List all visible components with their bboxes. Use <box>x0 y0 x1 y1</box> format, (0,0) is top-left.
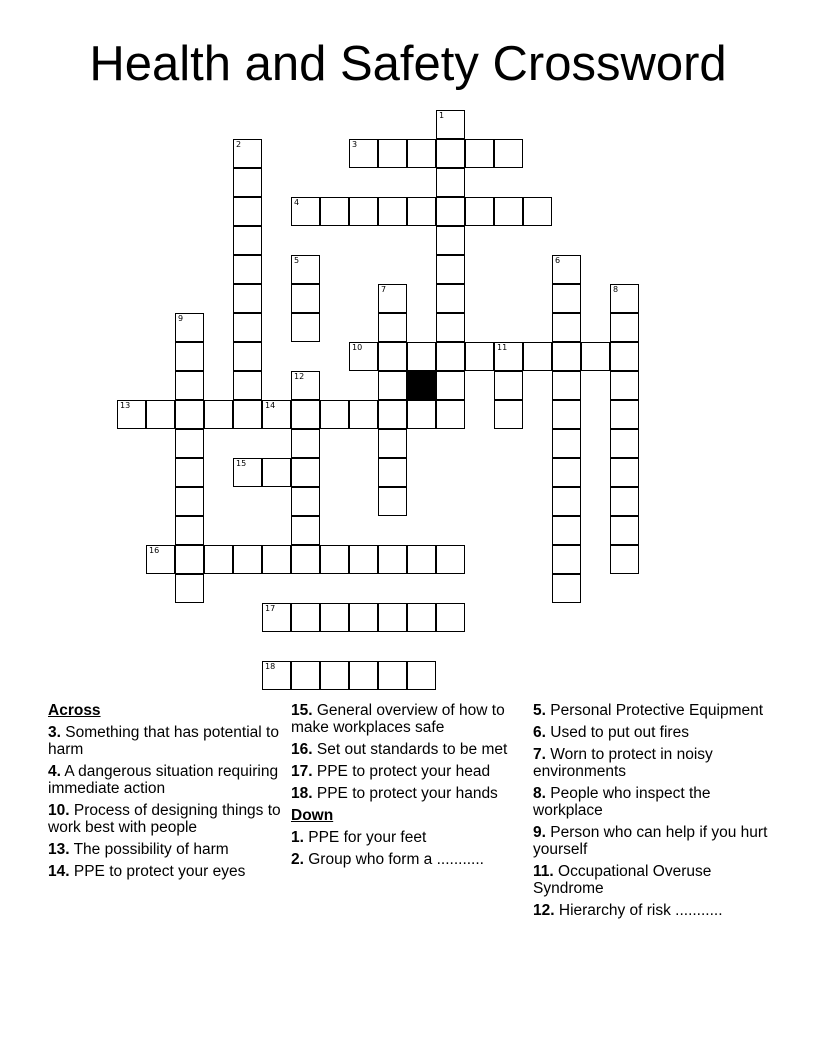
grid-cell[interactable] <box>610 458 639 487</box>
down-heading: Down <box>291 807 334 824</box>
grid-cell[interactable] <box>233 197 262 226</box>
grid-cell[interactable] <box>233 545 262 574</box>
clues-column-3 <box>533 702 769 924</box>
clue-across-16: 16. Set out standards to be met <box>291 741 508 758</box>
grid-cell[interactable] <box>436 400 465 429</box>
clue-number-label: 3 <box>352 140 358 149</box>
clue-number-label: 15 <box>236 459 247 468</box>
grid-cell[interactable] <box>378 284 407 313</box>
grid-cell[interactable] <box>552 516 581 545</box>
grid-cell[interactable] <box>320 400 349 429</box>
puzzle-title: Health and Safety Crossword <box>89 37 727 91</box>
grid-cell[interactable] <box>262 661 291 690</box>
black-square <box>407 371 436 400</box>
clue-number-label: 18 <box>265 662 276 671</box>
grid-cell[interactable] <box>552 458 581 487</box>
grid-cell[interactable] <box>233 139 262 168</box>
grid-cell[interactable] <box>320 661 349 690</box>
grid-cell[interactable] <box>320 545 349 574</box>
grid-cell[interactable] <box>494 139 523 168</box>
clue-across-18: 18. PPE to protect your hands <box>291 785 498 802</box>
clue-across-14: 14. PPE to protect your eyes <box>48 863 246 880</box>
grid-cell[interactable] <box>581 342 610 371</box>
grid-cell[interactable] <box>175 516 204 545</box>
clue-down-11: 11. Occupational Overuse Syndrome <box>533 863 712 897</box>
grid-cell[interactable] <box>523 342 552 371</box>
grid-cell[interactable] <box>117 400 146 429</box>
grid-cell[interactable] <box>407 400 436 429</box>
clue-down-1: 1. PPE for your feet <box>291 829 427 846</box>
clue-number-label: 5 <box>294 256 300 265</box>
clue-number-label: 7 <box>381 285 387 294</box>
grid-cell[interactable] <box>175 458 204 487</box>
grid-cell[interactable] <box>552 574 581 603</box>
grid-cell[interactable] <box>233 255 262 284</box>
grid-cell[interactable] <box>175 342 204 371</box>
grid-cell[interactable] <box>349 342 378 371</box>
grid-cell[interactable] <box>436 168 465 197</box>
clue-down-5: 5. Personal Protective Equipment <box>533 702 764 719</box>
grid-cell[interactable] <box>320 197 349 226</box>
clue-number-label: 2 <box>236 140 242 149</box>
grid-cell[interactable] <box>291 371 320 400</box>
grid-cell[interactable] <box>378 487 407 516</box>
grid-cell[interactable] <box>291 255 320 284</box>
grid-cell[interactable] <box>436 197 465 226</box>
grid-cell[interactable] <box>552 255 581 284</box>
grid-cell[interactable] <box>378 371 407 400</box>
clue-number-label: 1 <box>439 111 445 120</box>
grid-cell[interactable] <box>175 313 204 342</box>
grid-cell[interactable] <box>233 342 262 371</box>
across-heading: Across <box>48 702 101 719</box>
grid-cell[interactable] <box>204 545 233 574</box>
grid-cell[interactable] <box>291 661 320 690</box>
grid-cell[interactable] <box>494 342 523 371</box>
grid-cell[interactable] <box>291 400 320 429</box>
grid-cell[interactable] <box>262 603 291 632</box>
grid-cell[interactable] <box>436 110 465 139</box>
grid-cell[interactable] <box>378 429 407 458</box>
grid-cell[interactable] <box>407 139 436 168</box>
grid-cell[interactable] <box>378 400 407 429</box>
clues-column-2 <box>291 702 527 873</box>
grid-cell[interactable] <box>436 603 465 632</box>
grid-cell[interactable] <box>349 400 378 429</box>
grid-cell[interactable] <box>610 342 639 371</box>
grid-cell[interactable] <box>349 661 378 690</box>
clue-across-10: 10. Process of designing things to work best with people <box>48 802 281 836</box>
grid-cell[interactable] <box>436 371 465 400</box>
grid-cell[interactable] <box>552 487 581 516</box>
clue-number-label: 10 <box>352 343 363 352</box>
clue-number-label: 9 <box>178 314 184 323</box>
grid-cell[interactable] <box>494 371 523 400</box>
grid-cell[interactable] <box>146 545 175 574</box>
grid-cell[interactable] <box>436 255 465 284</box>
grid-cell[interactable] <box>494 400 523 429</box>
grid-cell[interactable] <box>436 545 465 574</box>
grid-cell[interactable] <box>233 226 262 255</box>
grid-cell[interactable] <box>291 429 320 458</box>
grid-cell[interactable] <box>378 313 407 342</box>
grid-cell[interactable] <box>175 487 204 516</box>
clue-across-3: 3. Something that has potential to harm <box>48 724 279 758</box>
grid-cell[interactable] <box>378 603 407 632</box>
clue-number-label: 16 <box>149 546 160 555</box>
grid-cell[interactable] <box>407 603 436 632</box>
grid-cell[interactable] <box>233 284 262 313</box>
grid-cell[interactable] <box>610 545 639 574</box>
grid-cell[interactable] <box>291 313 320 342</box>
grid-cell[interactable] <box>436 284 465 313</box>
grid-cell[interactable] <box>291 603 320 632</box>
grid-cell[interactable] <box>407 661 436 690</box>
grid-cell[interactable] <box>262 458 291 487</box>
grid-cell[interactable] <box>378 545 407 574</box>
grid-cell[interactable] <box>262 545 291 574</box>
grid-cell[interactable] <box>436 139 465 168</box>
grid-cell[interactable] <box>291 458 320 487</box>
clue-number-label: 8 <box>613 285 619 294</box>
grid-cell[interactable] <box>494 197 523 226</box>
grid-cell[interactable] <box>349 139 378 168</box>
grid-cell[interactable] <box>407 342 436 371</box>
grid-cell[interactable] <box>175 545 204 574</box>
grid-cell[interactable] <box>407 545 436 574</box>
grid-cell[interactable] <box>552 400 581 429</box>
clue-across-15: 15. General overview of how to make workplaces safe <box>291 702 505 736</box>
grid-cell[interactable] <box>610 400 639 429</box>
clue-number-label: 13 <box>120 401 131 410</box>
grid-cell[interactable] <box>262 400 291 429</box>
clue-down-7: 7. Worn to protect in noisy environments <box>533 746 713 780</box>
grid-cell[interactable] <box>552 342 581 371</box>
clue-down-6: 6. Used to put out fires <box>533 724 689 741</box>
grid-cell[interactable] <box>378 139 407 168</box>
clue-number-label: 6 <box>555 256 561 265</box>
grid-cell[interactable] <box>291 284 320 313</box>
grid-cell[interactable] <box>233 400 262 429</box>
grid-cell[interactable] <box>465 197 494 226</box>
grid-cell[interactable] <box>378 458 407 487</box>
grid-cell[interactable] <box>552 429 581 458</box>
clue-number-label: 14 <box>265 401 276 410</box>
grid-cell[interactable] <box>291 516 320 545</box>
clue-down-9: 9. Person who can help if you hurt yourself <box>533 824 768 858</box>
grid-cell[interactable] <box>233 168 262 197</box>
grid-cell[interactable] <box>552 284 581 313</box>
grid-cell[interactable] <box>610 429 639 458</box>
grid-cell[interactable] <box>378 342 407 371</box>
clue-across-17: 17. PPE to protect your head <box>291 763 491 780</box>
clue-down-8: 8. People who inspect the workplace <box>533 785 711 819</box>
grid-cell[interactable] <box>610 284 639 313</box>
grid-cell[interactable] <box>436 226 465 255</box>
grid-cell[interactable] <box>291 545 320 574</box>
grid-cell[interactable] <box>407 197 436 226</box>
grid-cell[interactable] <box>552 545 581 574</box>
grid-cell[interactable] <box>610 487 639 516</box>
grid-cell[interactable] <box>204 400 233 429</box>
grid-cell[interactable] <box>436 342 465 371</box>
grid-cell[interactable] <box>552 371 581 400</box>
grid-cell[interactable] <box>465 139 494 168</box>
grid-cell[interactable] <box>349 603 378 632</box>
grid-cell[interactable] <box>291 487 320 516</box>
grid-cell[interactable] <box>233 458 262 487</box>
grid-cell[interactable] <box>146 400 175 429</box>
grid-cell[interactable] <box>436 313 465 342</box>
grid-cell[interactable] <box>523 197 552 226</box>
grid-cell[interactable] <box>233 313 262 342</box>
grid-cell[interactable] <box>610 313 639 342</box>
clue-across-4: 4. A dangerous situation requiring immediate action <box>48 763 279 797</box>
grid-cell[interactable] <box>378 197 407 226</box>
grid-cell[interactable] <box>233 371 262 400</box>
clue-down-2: 2. Group who form a ........... <box>291 851 484 868</box>
grid-cell[interactable] <box>291 197 320 226</box>
clue-number-label: 12 <box>294 372 305 381</box>
grid-cell[interactable] <box>552 313 581 342</box>
grid-cell[interactable] <box>175 429 204 458</box>
grid-cell[interactable] <box>610 516 639 545</box>
grid-cell[interactable] <box>175 371 204 400</box>
clues-column-1 <box>48 702 284 885</box>
clue-number-label: 17 <box>265 604 276 613</box>
grid-cell[interactable] <box>175 574 204 603</box>
grid-cell[interactable] <box>349 197 378 226</box>
clue-number-label: 4 <box>294 198 300 207</box>
grid-cell[interactable] <box>320 603 349 632</box>
grid-cell[interactable] <box>610 371 639 400</box>
clue-down-12: 12. Hierarchy of risk ........... <box>533 902 723 919</box>
grid-cell[interactable] <box>349 545 378 574</box>
grid-cell[interactable] <box>378 661 407 690</box>
clue-across-13: 13. The possibility of harm <box>48 841 229 858</box>
grid-cell[interactable] <box>175 400 204 429</box>
grid-cell[interactable] <box>465 342 494 371</box>
clue-number-label: 11 <box>497 343 508 352</box>
